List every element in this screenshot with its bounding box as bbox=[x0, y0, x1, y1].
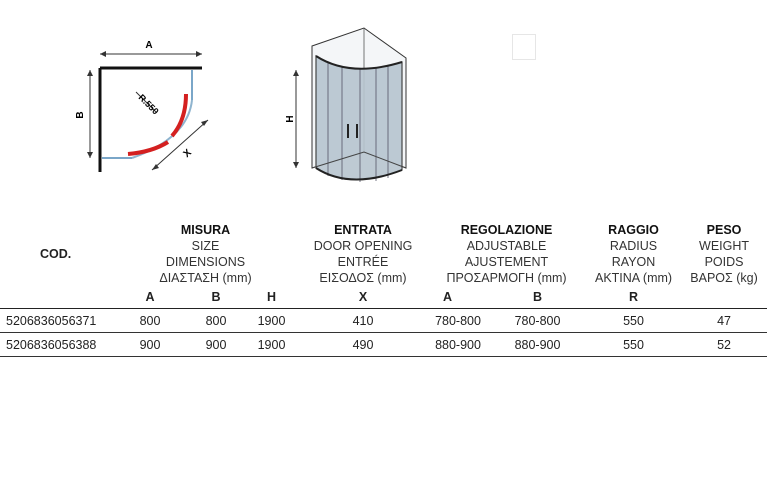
table-header-row bbox=[0, 222, 767, 286]
subheader-h: H bbox=[266, 290, 277, 304]
subheader-adj-a: A bbox=[443, 290, 453, 304]
code-header: COD. bbox=[40, 247, 72, 261]
product-code: 5206836056388 bbox=[0, 333, 112, 357]
specs-table bbox=[0, 222, 767, 357]
cell-opening-x: 490 bbox=[299, 333, 427, 357]
header-entrata: ENTRATA DOOR OPENING ENTRÉE ΕΙΣΟΔΟΣ (mm) bbox=[313, 223, 413, 285]
cell-size-a: 900 bbox=[112, 333, 188, 357]
subheader-b: B bbox=[211, 290, 221, 304]
cell-adjust-a: 880-900 bbox=[427, 333, 489, 357]
subheader-x: X bbox=[358, 290, 368, 304]
cell-size-b: 900 bbox=[188, 333, 244, 357]
plan-view-diagram bbox=[60, 30, 230, 190]
table-subheader-row bbox=[0, 286, 767, 309]
cell-radius: 550 bbox=[586, 309, 681, 333]
table-row bbox=[0, 333, 767, 357]
product-code: 5206836056371 bbox=[0, 309, 112, 333]
cell-adjust-b: 880-900 bbox=[489, 333, 586, 357]
header-peso: PESO WEIGHT POIDS ΒΑΡΟΣ (kg) bbox=[690, 223, 758, 285]
header-raggio: RAGGIO RADIUS RAYON ΑΚΤΙΝΑ (mm) bbox=[594, 223, 673, 285]
cell-adjust-a: 780-800 bbox=[427, 309, 489, 333]
cell-size-h: 1900 bbox=[244, 333, 299, 357]
cell-size-a: 800 bbox=[112, 309, 188, 333]
cell-adjust-b: 780-800 bbox=[489, 309, 586, 333]
cell-radius: 550 bbox=[586, 333, 681, 357]
subheader-a: A bbox=[145, 290, 155, 304]
header-regolazione: REGOLAZIONE ADJUSTABLE AJUSTEMENT ΠΡΟΣΑΡΜΟΓΗ (mm) bbox=[446, 223, 567, 285]
dim-h-label: H bbox=[285, 115, 296, 123]
dim-b-label: B bbox=[75, 111, 86, 119]
subheader-r: R bbox=[629, 290, 639, 304]
dim-a-label: A bbox=[145, 40, 153, 51]
cell-weight: 52 bbox=[681, 333, 767, 357]
cell-size-h: 1900 bbox=[244, 309, 299, 333]
subheader-adj-b: B bbox=[533, 290, 543, 304]
dim-x-label: X bbox=[181, 147, 194, 160]
cell-weight: 47 bbox=[681, 309, 767, 333]
faint-placeholder-icon bbox=[512, 34, 536, 60]
radius-label: R.550 bbox=[136, 92, 161, 117]
header-misura: MISURA SIZE DIMENSIONS ΔΙΑΣΤΑΣΗ (mm) bbox=[159, 223, 252, 285]
shower-cabin-diagram bbox=[280, 18, 420, 198]
cell-size-b: 800 bbox=[188, 309, 244, 333]
table-row bbox=[0, 309, 767, 333]
cell-opening-x: 410 bbox=[299, 309, 427, 333]
